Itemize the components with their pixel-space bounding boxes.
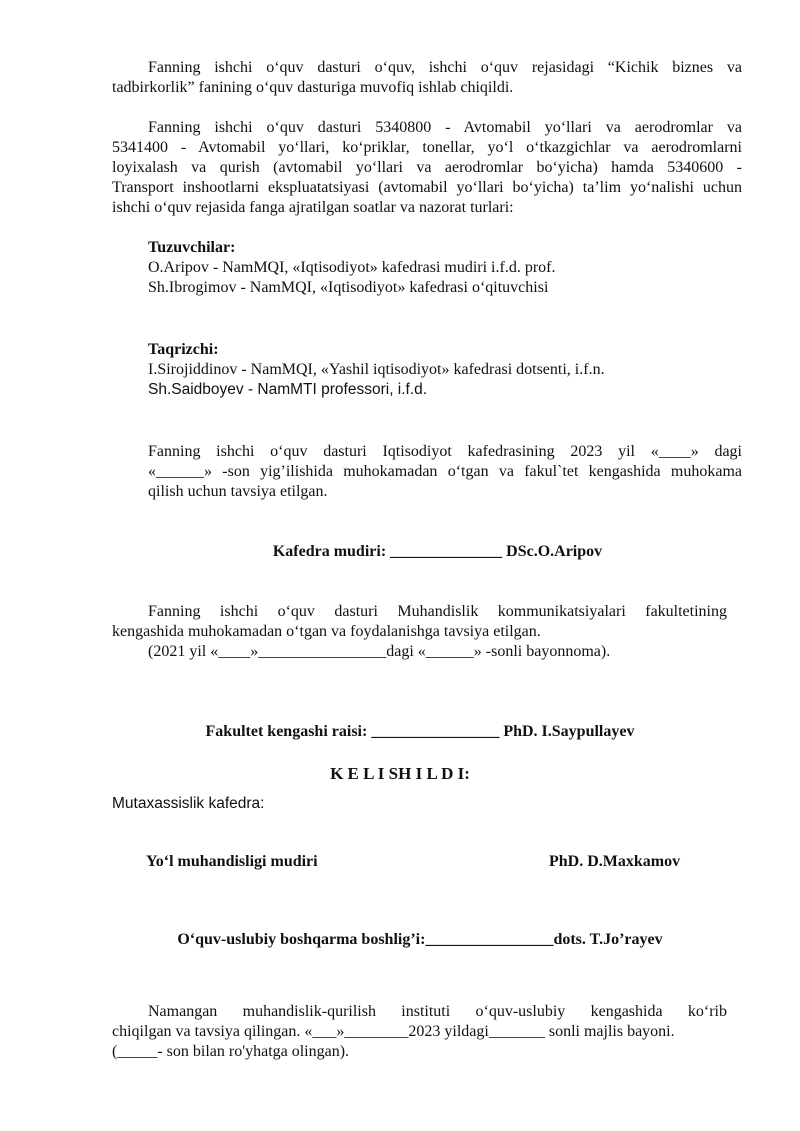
hours-line-3: loyixalash va qurish (avtomabil yo‘llari va aerodromlar bo‘yicha) hamda 5340600 - [112,159,742,176]
reviewer-item: Sh.Saidboyev - NamMTI professori, i.f.d. [148,381,428,398]
edu-head-signature: O‘quv-uslubiy boshqarma boshlig’i:________________dots. T.Jo’rayev [177,931,663,948]
authors-block [148,238,748,298]
faculty-approval-line-2: kengashida muhokamadan o‘tgan va foydalanishga tavsiya etilgan. [112,623,541,640]
faculty-approval-line-3: (2021 yil «____»________________dagi «______» -sonli bayonnoma). [148,643,611,660]
agreed-title: K E L I SH I L D I: [330,764,470,783]
road-head-name: PhD. D.Maxkamov [549,853,681,870]
faculty-approval-paragraph [112,602,727,662]
dept-approval-line-1: Fanning ishchi o‘quv dasturi Iqtisodiyot kafedrasining 2023 yil «____» dagi [148,443,742,460]
reviewer-item: I.Sirojiddinov - NamMQI, «Yashil iqtisodiyot» kafedrasi dotsenti, i.f.n. [148,361,605,378]
reviewers-heading: Taqrizchi: [148,341,219,358]
institute-approval-line-2: chiqilgan va tavsiya qilingan. «___»________2023 yildagi_______ sonli majlis bayoni. [112,1023,675,1040]
author-item: O.Aripov - NamMQI, «Iqtisodiyot» kafedrasi mudiri i.f.d. prof. [148,259,556,276]
intro-paragraph [112,58,742,98]
hours-line-1: Fanning ishchi o‘quv dasturi 5340800 - Avtomabil yo‘llari va aerodromlar va [148,119,742,136]
authors-heading: Tuzuvchilar: [148,239,236,256]
road-head-label: Yo‘l muhandisligi mudiri [146,853,318,870]
faculty-chair-signature: Fakultet kengashi raisi: ________________ PhD. I.Saypullayev [205,723,635,740]
dept-approval-line-3: qilish uchun tavsiya etilgan. [148,483,328,500]
institute-approval-paragraph [112,1002,727,1062]
faculty-approval-line-1: Fanning ishchi o‘quv dasturi Muhandislik kommunikatsiyalari fakultetining [148,603,727,620]
hours-line-4: Transport inshootlarni ekspluatatsiyasi (avtomabil yo‘llari bo‘yicha) ta’lim yo‘nalishi uchun [112,179,742,196]
dept-head-signature: Kafedra mudiri: ______________ DSc.O.Aripov [272,543,603,560]
author-item: Sh.Ibrogimov - NamMQI, «Iqtisodiyot» kafedrasi o‘qituvchisi [148,279,549,296]
intro-line-2: tadbirkorlik” fanining o‘quv dasturiga muvofiq ishlab chiqildi. [112,79,514,96]
hours-line-5: ishchi o‘quv rejasida fanga ajratilgan soatlar va nazorat turlari: [112,199,514,216]
institute-approval-line-3: (_____- son bilan ro'yhatga olingan). [112,1043,350,1060]
specialty-dept-label: Mutaxassislik kafedra: [112,795,265,812]
reviewers-block [148,340,748,400]
hours-line-2: 5341400 - Avtomabil yo‘llari, ko‘priklar, tonellar, yo‘l o‘tkazgichlar va aerodromlarni [112,139,742,156]
dept-approval-line-2: «______» -son yig’ilishida muhokamadan o‘tgan va fakul`tet kengashida muhokama [148,463,742,480]
institute-approval-line-1: Namangan muhandislik-qurilish instituti o‘quv-uslubiy kengashida ko‘rib [148,1003,727,1020]
hours-paragraph [112,118,742,218]
dept-approval-paragraph [148,442,742,502]
intro-line-1: Fanning ishchi o‘quv dasturi o‘quv, ishchi o‘quv rejasidagi “Kichik biznes va [148,59,742,76]
